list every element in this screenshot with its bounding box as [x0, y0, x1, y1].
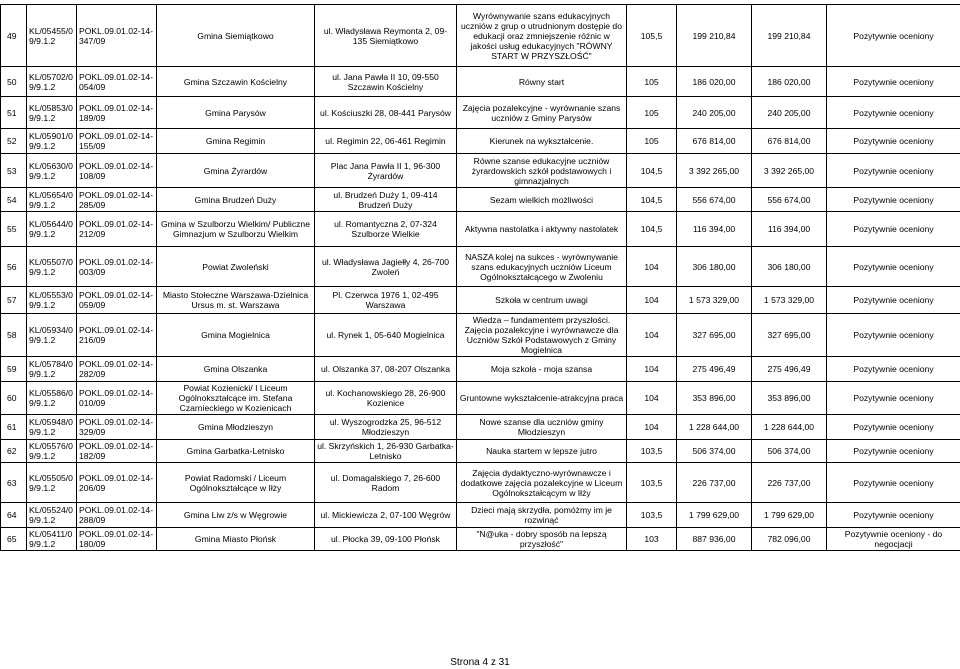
total-value: 306 180,00 [677, 247, 752, 287]
applicant-address: ul. Rynek 1, 05-640 Mogielnica [315, 314, 457, 357]
project-code: POKL.09.01.02-14-189/09 [77, 97, 157, 129]
table-row [1, 212, 960, 247]
evaluation-status: Pozytywnie oceniony [827, 440, 960, 463]
project-code: POKL.09.01.02-14-010/09 [77, 382, 157, 415]
table-row [1, 440, 960, 463]
project-title: Szkoła w centrum uwagi [457, 287, 627, 314]
project-title: "N@uka - dobry sposób na lepszą przyszłość" [457, 528, 627, 551]
funding-value: 1 228 644,00 [752, 415, 827, 440]
application-id: KL/05576/0 9/9.1.2 [27, 440, 77, 463]
total-value: 275 496,49 [677, 357, 752, 382]
row-number: 56 [1, 247, 27, 287]
project-title: Gruntowne wykształcenie-atrakcyjna praca [457, 382, 627, 415]
score-value: 104 [627, 287, 677, 314]
project-title: NASZA kolej na sukces - wyrównywanie szans edukacyjnych uczniów Liceum Ogólnokształcącego w Zwoleniu [457, 247, 627, 287]
project-code: POKL.09.01.02-14-054/09 [77, 67, 157, 97]
funding-value: 353 896,00 [752, 382, 827, 415]
applicant-name: Gmina Szczawin Kościelny [157, 67, 315, 97]
project-code: POKL.09.01.02-14-182/09 [77, 440, 157, 463]
score-value: 104 [627, 247, 677, 287]
project-title: Zajęcia pozalekcyjne - wyrównanie szans uczniów z Gminy Parysów [457, 97, 627, 129]
applicant-address: ul. Regimin 22, 06-461 Regimin [315, 129, 457, 154]
applicant-name: Gmina Parysów [157, 97, 315, 129]
table-row [1, 129, 960, 154]
score-value: 104 [627, 415, 677, 440]
score-value: 103 [627, 528, 677, 551]
applicant-address: ul. Wyszogrodzka 25, 96-512 Młodzieszyn [315, 415, 457, 440]
applicant-address: ul. Brudzeń Duży 1, 09-414 Brudzeń Duży [315, 188, 457, 212]
row-number: 64 [1, 503, 27, 528]
score-value: 103,5 [627, 440, 677, 463]
application-id: KL/05524/0 9/9.1.2 [27, 503, 77, 528]
funding-value: 116 394,00 [752, 212, 827, 247]
row-number: 62 [1, 440, 27, 463]
applicant-address: Plac Jana Pawła II 1, 96-300 Żyrardów [315, 154, 457, 188]
applicant-address: ul. Kościuszki 28, 08-441 Parysów [315, 97, 457, 129]
row-number: 52 [1, 129, 27, 154]
application-id: KL/05702/0 9/9.1.2 [27, 67, 77, 97]
total-value: 1 799 629,00 [677, 503, 752, 528]
applicant-name: Gmina Brudzeń Duży [157, 188, 315, 212]
evaluation-status: Pozytywnie oceniony [827, 503, 960, 528]
evaluation-status: Pozytywnie oceniony [827, 5, 960, 67]
project-title: Moja szkoła - moja szansa [457, 357, 627, 382]
row-number: 65 [1, 528, 27, 551]
score-value: 104,5 [627, 188, 677, 212]
total-value: 240 205,00 [677, 97, 752, 129]
row-number: 61 [1, 415, 27, 440]
project-title: Równe szanse edukacyjne uczniów żyrardowskich szkół podstawowych i gimnazjalnych [457, 154, 627, 188]
applicant-address: ul. Płocka 39, 09-100 Płońsk [315, 528, 457, 551]
application-id: KL/05853/0 9/9.1.2 [27, 97, 77, 129]
project-code: POKL.09.01.02-14-212/09 [77, 212, 157, 247]
table-row [1, 287, 960, 314]
project-title: Równy start [457, 67, 627, 97]
evaluation-status: Pozytywnie oceniony [827, 382, 960, 415]
project-code: POKL.09.01.02-14-282/09 [77, 357, 157, 382]
applicant-address: ul. Władysława Reymonta 2, 09-135 Siemiątkowo [315, 5, 457, 67]
funding-value: 782 096,00 [752, 528, 827, 551]
project-code: POKL.09.01.02-14-180/09 [77, 528, 157, 551]
table-row [1, 415, 960, 440]
total-value: 186 020,00 [677, 67, 752, 97]
application-id: KL/05630/0 9/9.1.2 [27, 154, 77, 188]
table-row [1, 382, 960, 415]
score-value: 105 [627, 97, 677, 129]
row-number: 51 [1, 97, 27, 129]
applicant-address: ul. Olszanka 37, 08-207 Olszanka [315, 357, 457, 382]
table-row [1, 5, 960, 67]
total-value: 1 228 644,00 [677, 415, 752, 440]
application-id: KL/05507/0 9/9.1.2 [27, 247, 77, 287]
applicant-name: Powiat Zwoleński [157, 247, 315, 287]
applicant-name: Gmina Siemiątkowo [157, 5, 315, 67]
application-id: KL/05411/0 9/9.1.2 [27, 528, 77, 551]
funding-value: 556 674,00 [752, 188, 827, 212]
score-value: 105,5 [627, 5, 677, 67]
row-number: 58 [1, 314, 27, 357]
application-id: KL/05455/0 9/9.1.2 [27, 5, 77, 67]
total-value: 116 394,00 [677, 212, 752, 247]
row-number: 54 [1, 188, 27, 212]
funding-value: 275 496,49 [752, 357, 827, 382]
applicant-address: ul. Jana Pawła II 10, 09-550 Szczawin Kościelny [315, 67, 457, 97]
score-value: 104 [627, 357, 677, 382]
project-title: Nauka startem w lepsze jutro [457, 440, 627, 463]
funding-value: 327 695,00 [752, 314, 827, 357]
row-number: 59 [1, 357, 27, 382]
applicant-name: Gmina Regimin [157, 129, 315, 154]
application-id: KL/05901/0 9/9.1.2 [27, 129, 77, 154]
project-code: POKL.09.01.02-14-108/09 [77, 154, 157, 188]
applicant-address: ul. Skrzyńskich 1, 26-930 Garbatka-Letnisko [315, 440, 457, 463]
applicant-name: Gmina Garbatka-Letnisko [157, 440, 315, 463]
project-code: POKL.09.01.02-14-329/09 [77, 415, 157, 440]
evaluation-status: Pozytywnie oceniony [827, 154, 960, 188]
evaluation-status: Pozytywnie oceniony [827, 67, 960, 97]
application-id: KL/05553/0 9/9.1.2 [27, 287, 77, 314]
row-number: 49 [1, 5, 27, 67]
total-value: 226 737,00 [677, 463, 752, 503]
row-number: 63 [1, 463, 27, 503]
application-id: KL/05644/0 9/9.1.2 [27, 212, 77, 247]
project-title: Dzieci mają skrzydła, pomóżmy im je rozwinąć [457, 503, 627, 528]
total-value: 887 936,00 [677, 528, 752, 551]
applicant-name: Powiat Radomski / Liceum Ogólnokształcące w Iłży [157, 463, 315, 503]
evaluation-status: Pozytywnie oceniony [827, 247, 960, 287]
table-body [1, 5, 960, 551]
total-value: 506 374,00 [677, 440, 752, 463]
application-id: KL/05586/0 9/9.1.2 [27, 382, 77, 415]
total-value: 676 814,00 [677, 129, 752, 154]
evaluation-status: Pozytywnie oceniony - do negocjacji [827, 528, 960, 551]
table-row [1, 154, 960, 188]
funding-value: 1 799 629,00 [752, 503, 827, 528]
row-number: 57 [1, 287, 27, 314]
project-code: POKL.09.01.02-14-003/09 [77, 247, 157, 287]
applicant-name: Miasto Stołeczne Warszawa-Dzielnica Ursus m. st. Warszawa [157, 287, 315, 314]
total-value: 3 392 265,00 [677, 154, 752, 188]
applicant-address: ul. Domagalskiego 7, 26-600 Radom [315, 463, 457, 503]
project-code: POKL.09.01.02-14-206/09 [77, 463, 157, 503]
score-value: 105 [627, 129, 677, 154]
funding-value: 1 573 329,00 [752, 287, 827, 314]
applicant-name: Gmina Liw z/s w Węgrowie [157, 503, 315, 528]
applicant-name: Gmina Żyrardów [157, 154, 315, 188]
project-code: POKL.09.01.02-14-059/09 [77, 287, 157, 314]
score-value: 105 [627, 67, 677, 97]
applicant-address: ul. Władysława Jagiełły 4, 26-700 Zwoleń [315, 247, 457, 287]
project-title: Zajęcia dydaktyczno-wyrównawcze i dodatkowe zajęcia pozalekcyjne w Liceum Ogólnokształcącym w Iłży [457, 463, 627, 503]
application-id: KL/05948/0 9/9.1.2 [27, 415, 77, 440]
score-value: 104 [627, 382, 677, 415]
project-title: Sezam wielkich możliwości [457, 188, 627, 212]
projects-table [0, 4, 960, 551]
applicant-address: Pl. Czerwca 1976 1, 02-495 Warszawa [315, 287, 457, 314]
row-number: 60 [1, 382, 27, 415]
score-value: 103,5 [627, 463, 677, 503]
score-value: 104 [627, 314, 677, 357]
score-value: 104,5 [627, 212, 677, 247]
applicant-address: ul. Mickiewicza 2, 07-100 Węgrów [315, 503, 457, 528]
table-row [1, 97, 960, 129]
project-code: POKL.09.01.02-14-155/09 [77, 129, 157, 154]
row-number: 53 [1, 154, 27, 188]
funding-value: 676 814,00 [752, 129, 827, 154]
evaluation-status: Pozytywnie oceniony [827, 314, 960, 357]
table-row [1, 247, 960, 287]
application-id: KL/05934/0 9/9.1.2 [27, 314, 77, 357]
project-title: Wyrównywanie szans edukacyjnych uczniów z grup o utrudnionym dostępie do edukacji oraz zmniejszenie różnic w jakości usług edukacyjnych "RÓWNY START W PRZYSZŁOŚĆ" [457, 5, 627, 67]
total-value: 199 210,84 [677, 5, 752, 67]
total-value: 353 896,00 [677, 382, 752, 415]
total-value: 1 573 329,00 [677, 287, 752, 314]
funding-value: 226 737,00 [752, 463, 827, 503]
project-title: Aktywna nastolatka i aktywny nastolatek [457, 212, 627, 247]
project-code: POKL.09.01.02-14-347/09 [77, 5, 157, 67]
row-number: 50 [1, 67, 27, 97]
score-value: 104,5 [627, 154, 677, 188]
funding-value: 186 020,00 [752, 67, 827, 97]
applicant-name: Gmina Mogielnica [157, 314, 315, 357]
evaluation-status: Pozytywnie oceniony [827, 357, 960, 382]
applicant-name: Gmina Młodzieszyn [157, 415, 315, 440]
funding-value: 506 374,00 [752, 440, 827, 463]
table-row [1, 314, 960, 357]
total-value: 327 695,00 [677, 314, 752, 357]
project-code: POKL.09.01.02-14-285/09 [77, 188, 157, 212]
applicant-address: ul. Romantyczna 2, 07-324 Szulborze Wielkie [315, 212, 457, 247]
applicant-name: Gmina Miasto Płońsk [157, 528, 315, 551]
project-code: POKL.09.01.02-14-216/09 [77, 314, 157, 357]
funding-value: 306 180,00 [752, 247, 827, 287]
applicant-address: ul. Kochanowskiego 28, 26-900 Kozienice [315, 382, 457, 415]
project-title: Wiedza – fundamentem przyszłości. Zajęcia pozalekcyjne i wyrównawcze dla Uczniów Szkół Podstawowych z Gminy Mogielnica [457, 314, 627, 357]
project-title: Nowe szanse dla uczniów gminy Młodzieszyn [457, 415, 627, 440]
score-value: 103,5 [627, 503, 677, 528]
evaluation-status: Pozytywnie oceniony [827, 188, 960, 212]
application-id: KL/05784/0 9/9.1.2 [27, 357, 77, 382]
total-value: 556 674,00 [677, 188, 752, 212]
evaluation-status: Pozytywnie oceniony [827, 287, 960, 314]
row-number: 55 [1, 212, 27, 247]
funding-value: 199 210,84 [752, 5, 827, 67]
table-row [1, 67, 960, 97]
page-number: Strona 4 z 31 [450, 657, 510, 668]
applicant-name: Gmina Olszanka [157, 357, 315, 382]
table-row [1, 503, 960, 528]
project-code: POKL.09.01.02-14-288/09 [77, 503, 157, 528]
table-row [1, 463, 960, 503]
evaluation-status: Pozytywnie oceniony [827, 415, 960, 440]
applicant-name: Gmina w Szulborzu Wielkim/ Publiczne Gimnazjum w Szulborzu Wielkim [157, 212, 315, 247]
table-row [1, 528, 960, 551]
evaluation-status: Pozytywnie oceniony [827, 212, 960, 247]
application-id: KL/05654/0 9/9.1.2 [27, 188, 77, 212]
funding-value: 240 205,00 [752, 97, 827, 129]
funding-value: 3 392 265,00 [752, 154, 827, 188]
evaluation-status: Pozytywnie oceniony [827, 463, 960, 503]
table-row [1, 357, 960, 382]
applicant-name: Powiat Kozienicki/ I Liceum Ogólnokształcące im. Stefana Czarnieckiego w Kozienicach [157, 382, 315, 415]
evaluation-status: Pozytywnie oceniony [827, 129, 960, 154]
application-id: KL/05505/0 9/9.1.2 [27, 463, 77, 503]
project-title: Kierunek na wykształcenie. [457, 129, 627, 154]
table-row [1, 188, 960, 212]
evaluation-status: Pozytywnie oceniony [827, 97, 960, 129]
